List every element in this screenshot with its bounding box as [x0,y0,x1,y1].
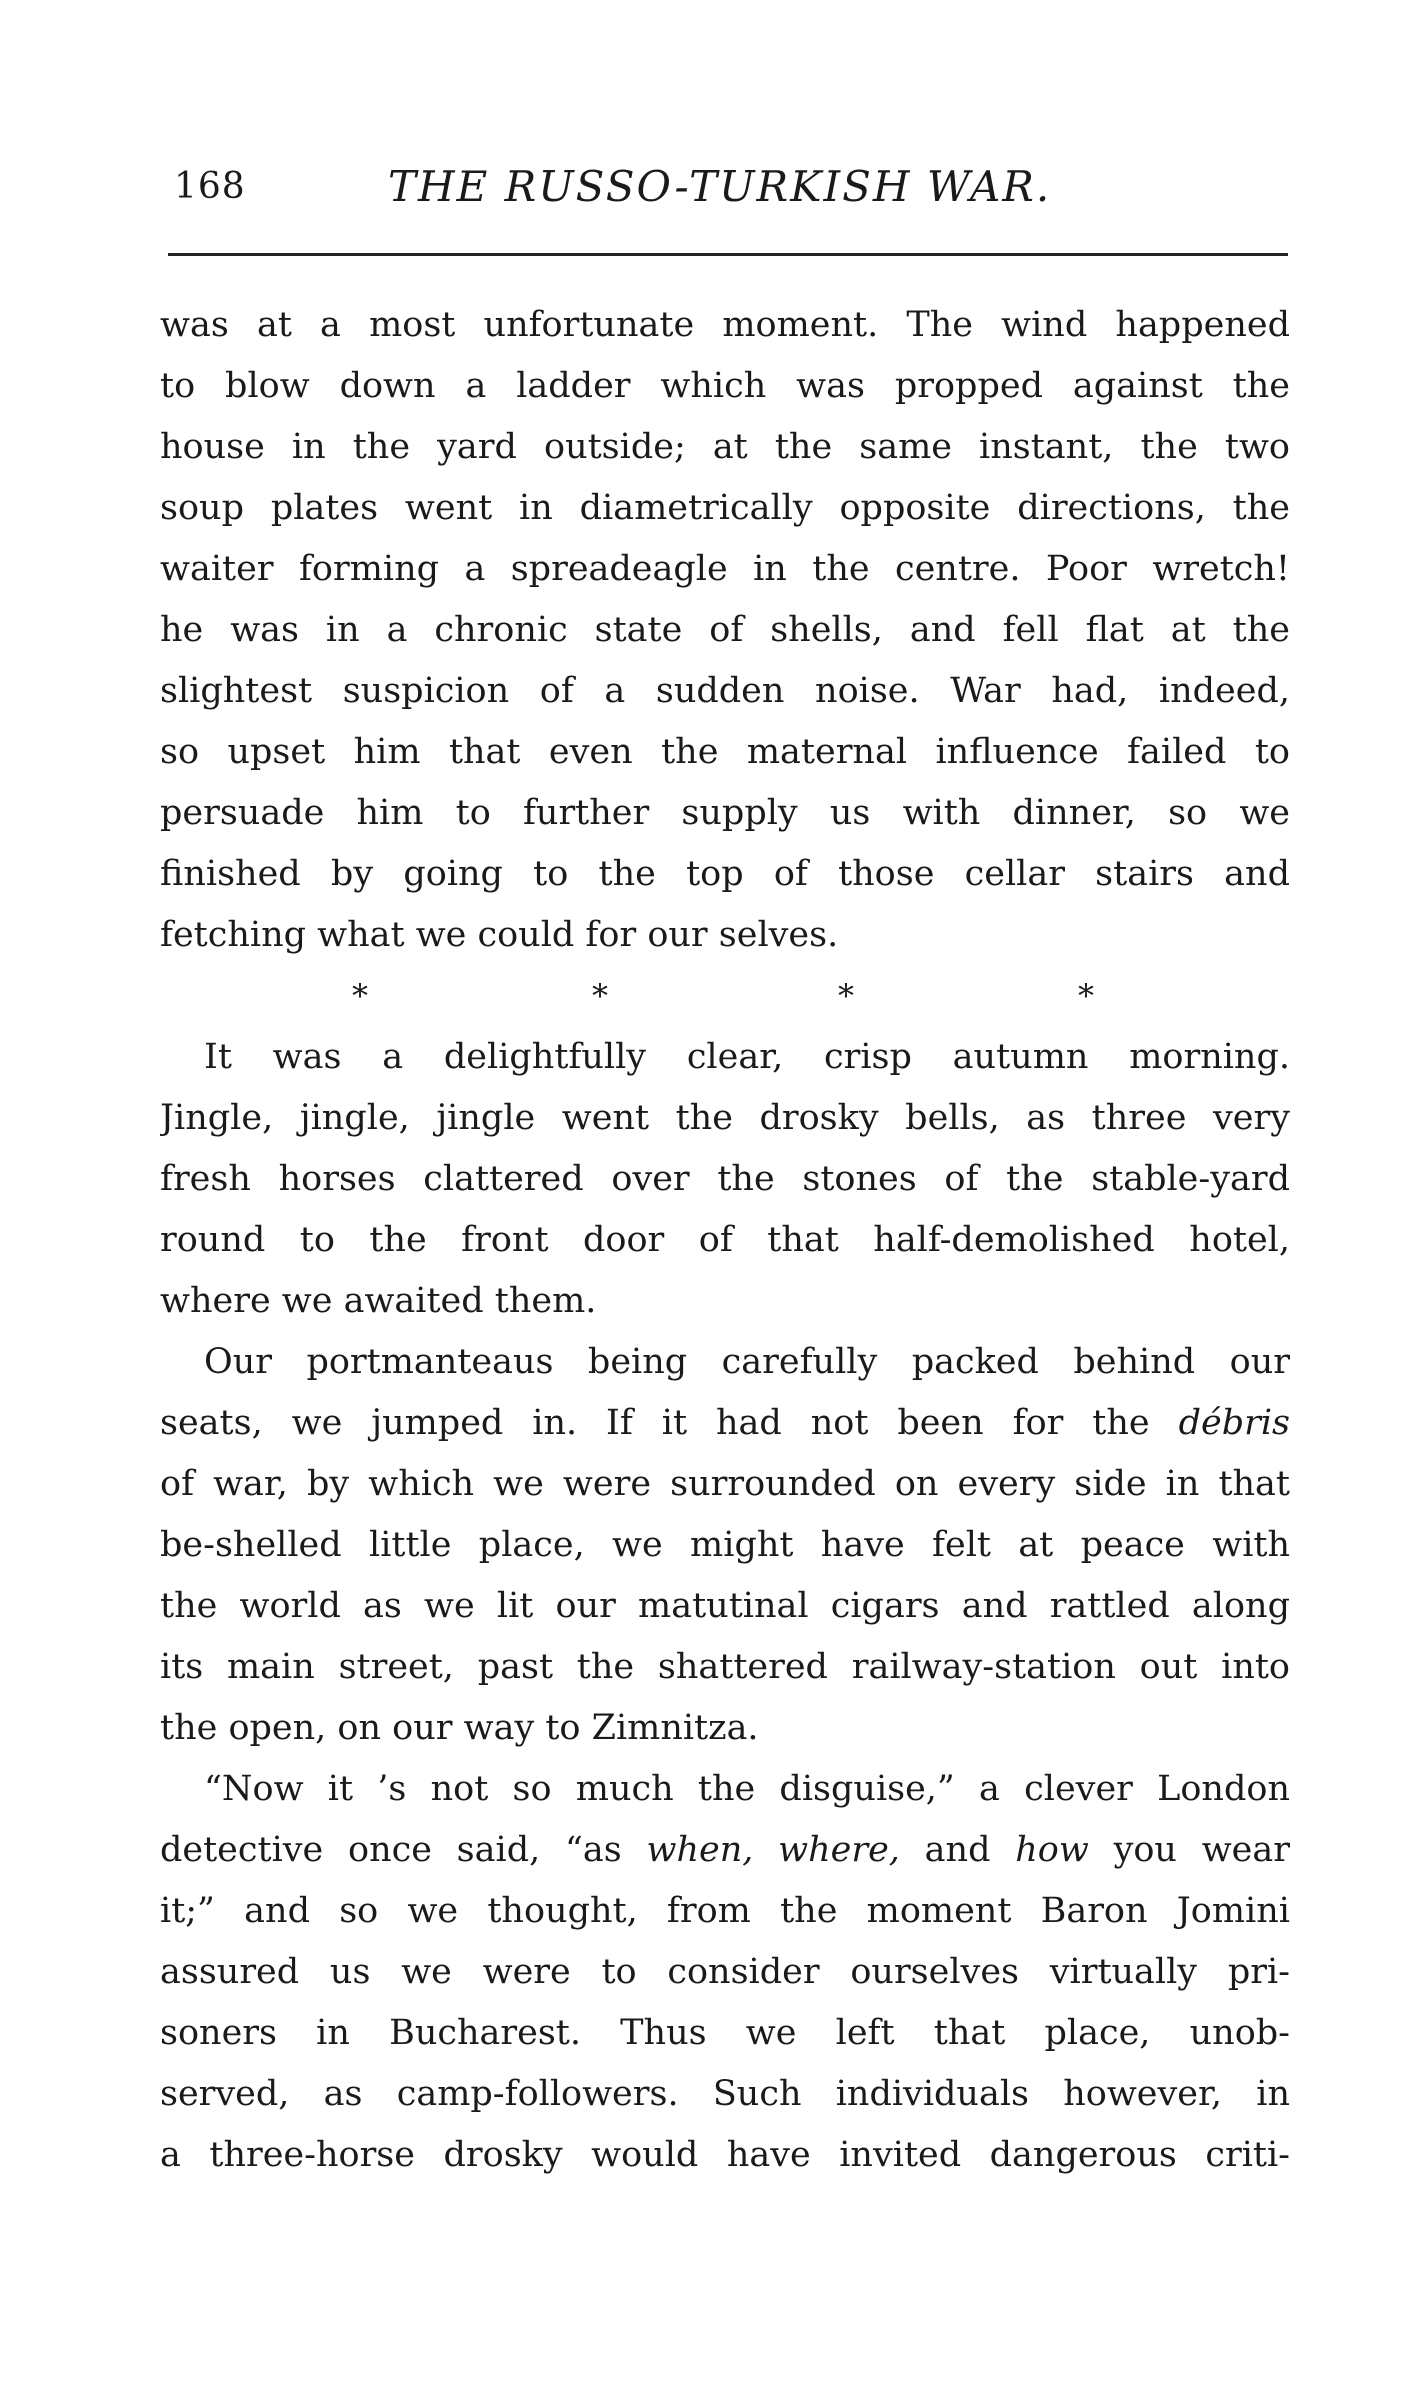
italic-text: débris [1178,1403,1290,1443]
text-line: where we awaited them. [160,1281,597,1321]
running-title: THE RUSSO-TURKISH WAR. [388,162,1052,211]
text-line: to blow down a ladder which was propped against the [160,366,1290,406]
text-line: he was in a chronic state of shells, and fell flat at the [160,610,1290,650]
text-line: a three-horse drosky would have invited dangerous criti- [160,2135,1290,2175]
text-line: so upset him that even the maternal influence failed to [160,732,1290,772]
asterisk: * [352,977,368,1015]
italic-text: when, where, [646,1830,900,1870]
text-line: it;” and so we thought, from the moment Baron Jomini [160,1891,1290,1931]
text-line: be-shelled little place, we might have felt at peace with [160,1525,1290,1565]
text-line: persuade him to further supply us with dinner, so we [160,793,1290,833]
text-run: detective once said, “as [160,1830,647,1870]
body-text [160,295,1290,2186]
italic-text: how [1015,1830,1089,1870]
text-line: house in the yard outside; at the same instant, the two [160,427,1290,467]
asterisk: * [838,977,854,1015]
paragraph [160,1332,1290,1759]
text-line [160,1393,1290,1454]
text-line: Jingle, jingle, jingle went the drosky bells, as three very [160,1098,1290,1138]
text-line: assured us we were to consider ourselves virtually pri- [160,1952,1290,1992]
paragraph [160,1759,1290,2186]
text-line: the open, on our way to Zimnitza. [160,1708,759,1748]
text-line: It was a delightfully clear, crisp autumn morning. [204,1037,1290,1077]
page-number: 168 [174,166,246,207]
section-separator [160,966,1290,1027]
paragraph-continued [160,295,1290,966]
text-line: round to the front door of that half-demolished hotel, [160,1220,1290,1260]
text-line: its main street, past the shattered railway-station out into [160,1647,1290,1687]
text-line: fetching what we could for our selves. [160,915,839,955]
text-line: “Now it ’s not so much the disguise,” a clever London [204,1769,1290,1809]
text-line: the world as we lit our matutinal cigars and rattled along [160,1586,1290,1626]
text-run: you wear [1088,1830,1290,1870]
text-line: finished by going to the top of those cellar stairs and [160,854,1290,894]
text-line: soup plates went in diametrically opposite directions, the [160,488,1290,528]
text-line: waiter forming a spreadeagle in the centre. Poor wretch! [160,549,1290,589]
text-line [160,1820,1290,1881]
text-line: Our portmanteaus being carefully packed behind our [204,1342,1290,1382]
text-line: fresh horses clattered over the stones of the stable-yard [160,1159,1290,1199]
text-line: was at a most unfortunate moment. The wind happened [160,305,1290,345]
paragraph [160,1027,1290,1332]
header-rule [168,253,1288,256]
text-run: and [899,1830,1016,1870]
text-run: seats, we jumped in. If it had not been for the [160,1403,1179,1443]
text-line: served, as camp-followers. Such individuals however, in [160,2074,1290,2114]
asterisk: * [592,977,608,1015]
page-header [160,152,1290,222]
text-line: soners in Bucharest. Thus we left that place, unob- [160,2013,1290,2053]
text-line: slightest suspicion of a sudden noise. War had, indeed, [160,671,1290,711]
text-line: of war, by which we were surrounded on every side in that [160,1464,1290,1504]
asterisk: * [1078,977,1094,1015]
